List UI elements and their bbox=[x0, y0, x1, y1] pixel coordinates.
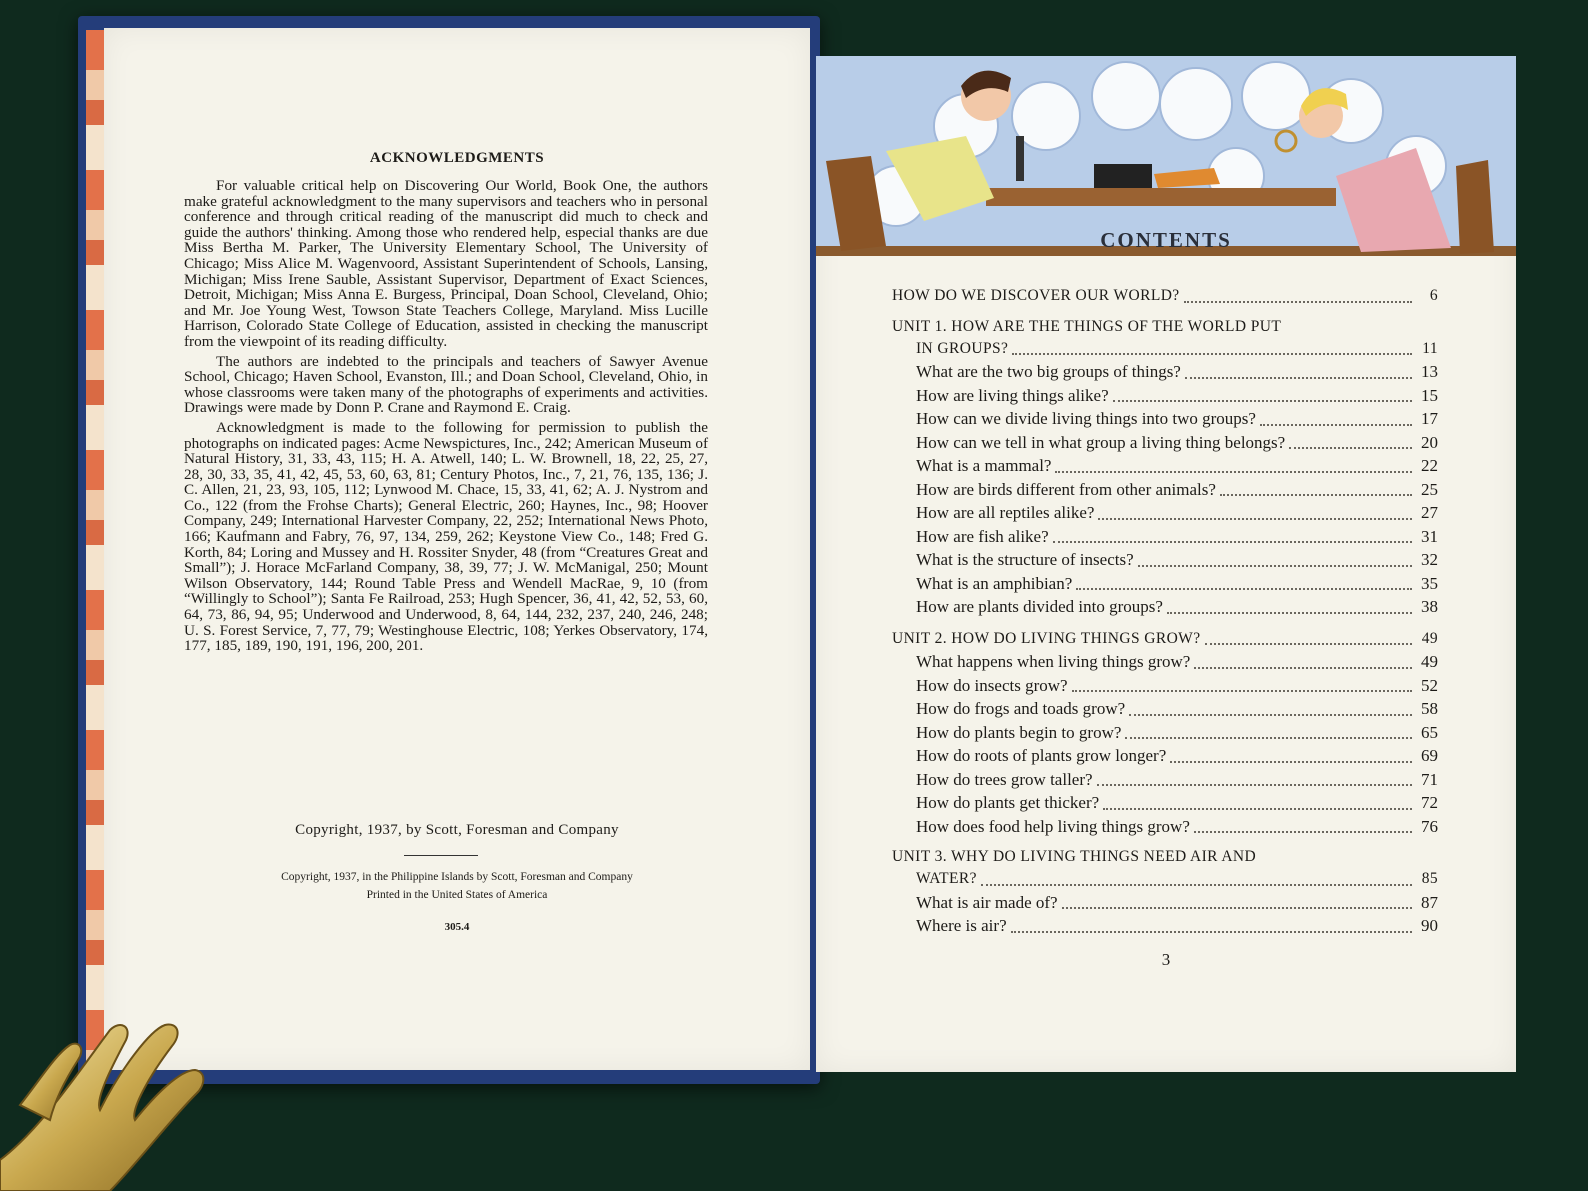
copyright-notice: Copyright, 1937, by Scott, Foresman and Company bbox=[295, 822, 619, 838]
toc-label: What is a mammal? bbox=[916, 456, 1052, 475]
toc-label: How are fish alike? bbox=[916, 526, 1049, 546]
toc-page: 38 bbox=[1421, 597, 1438, 616]
toc-page: 32 bbox=[1421, 550, 1438, 569]
dot-leader bbox=[1103, 807, 1412, 810]
unit-2-page: 49 bbox=[1421, 629, 1438, 647]
dot-leader bbox=[1260, 423, 1412, 426]
unit-1-item[interactable] bbox=[892, 454, 1438, 478]
toc-label: How can we tell in what group a living thing belongs? bbox=[916, 432, 1286, 452]
dot-leader bbox=[1185, 376, 1412, 379]
right-page bbox=[816, 56, 1516, 1072]
unit-1-item[interactable] bbox=[892, 548, 1438, 572]
toc-label: How can we divide living things into two groups? bbox=[916, 409, 1256, 428]
unit-3-page: 85 bbox=[1421, 870, 1438, 887]
dot-leader bbox=[981, 883, 1412, 886]
toc-label: How do plants get thicker? bbox=[916, 793, 1100, 812]
unit-2-item[interactable] bbox=[892, 674, 1438, 698]
unit-1-item[interactable] bbox=[892, 407, 1438, 431]
toc-page: 65 bbox=[1421, 722, 1438, 742]
toc-label: How do insects grow? bbox=[916, 675, 1068, 695]
dot-leader bbox=[1138, 564, 1412, 567]
dot-leader bbox=[1076, 587, 1412, 590]
unit-1-item[interactable] bbox=[892, 431, 1438, 455]
toc-unit-2[interactable] bbox=[892, 627, 1438, 651]
toc-label: How are living things alike? bbox=[916, 385, 1109, 405]
toc-label: Where is air? bbox=[916, 916, 1007, 935]
dot-leader bbox=[1097, 783, 1412, 786]
unit-3-item[interactable] bbox=[892, 914, 1438, 938]
printed-in: Printed in the United States of America bbox=[366, 889, 548, 901]
toc-label: How are birds different from other animals? bbox=[916, 479, 1216, 499]
toc-label: How are all reptiles alike? bbox=[916, 503, 1095, 522]
toc-label: What is an amphibian? bbox=[916, 573, 1073, 593]
toc-page: 20 bbox=[1421, 432, 1438, 452]
unit-1-item[interactable] bbox=[892, 478, 1438, 502]
dot-leader bbox=[1098, 517, 1412, 520]
dot-leader bbox=[1194, 666, 1412, 669]
toc-page: 25 bbox=[1421, 479, 1438, 499]
page-number: 3 bbox=[1161, 950, 1171, 969]
dot-leader bbox=[1167, 611, 1412, 614]
toc-page: 15 bbox=[1421, 385, 1438, 405]
toc-page: 58 bbox=[1421, 699, 1438, 718]
toc-page: 49 bbox=[1421, 652, 1438, 671]
toc-label: What are the two big groups of things? bbox=[916, 362, 1181, 381]
unit-1-items bbox=[892, 360, 1438, 619]
toc-page: 6 bbox=[1429, 287, 1438, 304]
toc-page: 27 bbox=[1421, 503, 1438, 522]
toc-page: 13 bbox=[1421, 362, 1438, 381]
copyright-fine-print bbox=[104, 868, 810, 904]
unit-3-title-line-2: WATER? bbox=[916, 870, 977, 887]
unit-1-item[interactable] bbox=[892, 525, 1438, 549]
ack-paragraph-2: The authors are indebted to the principals and teachers of Sawyer Avenue School, Chicago; Haven School, Evanston, Ill.; and Doan School, Cleveland, Ohio, in whose classrooms were taken many of the photographs of experiments and activities. Drawings were made by Donn P. Crane and Raymond E. Craig. bbox=[184, 352, 708, 417]
toc-label: How does food help living things grow? bbox=[916, 816, 1190, 836]
acknowledgments-body bbox=[184, 178, 708, 658]
toc-page: 72 bbox=[1421, 793, 1438, 812]
dot-leader bbox=[1205, 642, 1413, 645]
toc-label: What is the structure of insects? bbox=[916, 550, 1134, 569]
dot-leader bbox=[1184, 300, 1412, 303]
toc-page: 22 bbox=[1421, 456, 1438, 475]
unit-1-title-line-2: IN GROUPS? bbox=[916, 339, 1009, 357]
left-page bbox=[104, 28, 810, 1070]
dot-leader bbox=[1062, 906, 1412, 909]
dot-leader bbox=[1289, 446, 1412, 449]
unit-3-title-line-1: UNIT 3. WHY DO LIVING THINGS NEED AIR AND bbox=[892, 848, 1257, 865]
unit-2-item[interactable] bbox=[892, 744, 1438, 768]
toc-label: How are plants divided into groups? bbox=[916, 597, 1163, 616]
unit-1-item[interactable] bbox=[892, 572, 1438, 596]
unit-1-title-line-1: UNIT 1. HOW ARE THE THINGS OF THE WORLD PUT bbox=[892, 317, 1282, 335]
catalog-number: 305.4 bbox=[444, 921, 470, 933]
unit-1-item[interactable] bbox=[892, 384, 1438, 408]
toc-unit-3[interactable] bbox=[892, 846, 1438, 891]
dot-leader bbox=[1129, 713, 1412, 716]
dot-leader bbox=[1125, 736, 1412, 739]
unit-1-item[interactable] bbox=[892, 595, 1438, 619]
contents-heading: CONTENTS bbox=[1100, 228, 1232, 252]
unit-2-item[interactable] bbox=[892, 791, 1438, 815]
toc-label: How do roots of plants grow longer? bbox=[916, 746, 1167, 765]
toc-label: What happens when living things grow? bbox=[916, 652, 1191, 671]
copyright-philippines: Copyright, 1937, in the Philippine Islands by Scott, Foresman and Company bbox=[281, 871, 633, 883]
dot-leader bbox=[1113, 399, 1412, 402]
divider-rule bbox=[404, 855, 478, 856]
acknowledgments-heading: ACKNOWLEDGMENTS bbox=[369, 150, 545, 166]
children-microscope-illustration bbox=[816, 56, 1516, 256]
unit-3-item[interactable] bbox=[892, 891, 1438, 915]
dot-leader bbox=[1012, 352, 1412, 355]
toc-label: How do frogs and toads grow? bbox=[916, 699, 1126, 718]
unit-2-item[interactable] bbox=[892, 768, 1438, 792]
dot-leader bbox=[1170, 760, 1412, 763]
toc-label: What is air made of? bbox=[916, 892, 1058, 912]
unit-2-item[interactable] bbox=[892, 721, 1438, 745]
unit-2-title: UNIT 2. HOW DO LIVING THINGS GROW? bbox=[892, 629, 1201, 647]
toc-label: How do plants begin to grow? bbox=[916, 722, 1122, 742]
unit-1-page: 11 bbox=[1422, 339, 1438, 357]
toc-page: 35 bbox=[1421, 573, 1438, 593]
dot-leader bbox=[1220, 493, 1412, 496]
unit-2-item[interactable] bbox=[892, 815, 1438, 839]
toc-page: 90 bbox=[1421, 916, 1438, 935]
toc-page: 87 bbox=[1421, 892, 1438, 912]
table-of-contents bbox=[892, 284, 1438, 938]
dot-leader bbox=[1194, 830, 1412, 833]
unit-2-item[interactable] bbox=[892, 697, 1438, 721]
toc-page: 69 bbox=[1421, 746, 1438, 765]
toc-unit-1[interactable] bbox=[892, 316, 1438, 361]
dot-leader bbox=[1055, 470, 1412, 473]
toc-page: 31 bbox=[1421, 526, 1438, 546]
unit-2-item[interactable] bbox=[892, 650, 1438, 674]
ack-paragraph-1: For valuable critical help on Discovering Our World, Book One, the authors make grateful acknowledgment to the many supervisors and teachers who in personal conference and through critical reading of the manuscript did much to check and guide the authors' thinking. Among those who rendered help, especial thanks are due Miss Bertha M. Parker, The University Elementary School, The University of Chicago; Miss Alice M. Wagenvoord, Assistant Superintendent of Schools, Lansing, Michigan; Miss Irene Sauble, Assistant Supervisor, Department of Exact Sciences, Detroit, Michigan; Miss Anna E. Burgess, Principal, Doan School, Cleveland, Ohio; and Mr. Joe Young West, Towson State Teachers College, Maryland. Miss Lucille Harrison, Colorado State College of Education, assisted in checking the manuscript from the viewpoint of its reading difficulty. bbox=[184, 177, 708, 350]
dot-leader bbox=[1053, 540, 1412, 543]
toc-page: 17 bbox=[1421, 409, 1438, 428]
toc-intro[interactable] bbox=[892, 284, 1438, 308]
ack-paragraph-3: Acknowledgment is made to the following for permission to publish the photographs on indicated pages: Acme Newspictures, Inc., 242; American Museum of Natural History, 31, 33, 43, 115; H. A. Atwell, 140; L. W. Brownell, 18, 22, 25, 27, 28, 30, 33, 35, 41, 42, 45, 53, 60, 63, 81; Century Photos, Inc., 7, 21, 76, 135, 136; J. C. Allen, 21, 23, 93, 105, 112; Lynwood M. Chace, 15, 33, 41, 62; A. J. Nystrom and Co., 122 (from the Frohse Charts); General Electric, 260; Haynes, Inc., 98; Hoover Company, 249; International Harvester Company, 22, 252; International News Photo, 166; Kaufmann and Fabry, 76, 97, 134, 259, 262; Keystone View Co., 148; Fred G. Korth, 84; Loring and Mussey and H. Rossiter Snyder, 48 (from “Creatures Great and Small”); J. Horace McFarland Company, 38, 39, 77; J. W. McManigal, 250; Mount Wilson Observatory, 144; Round Table Press and Wendell MacRae, 9, 10 (from “Willingly to School”); Santa Fe Railroad, 253; Hugh Spencer, 36, 41, 42, 52, 53, 60, 64, 73, 86, 94, 95; Underwood and Underwood, 8, 64, 144, 232, 237, 240, 246, 248; U. S. Forest Service, 7, 77, 79; Westinghouse Electric, 108; Yerkes Observatory, 174, 177, 185, 189, 190, 191, 196, 200, 201. bbox=[184, 418, 708, 655]
brass-page-clip bbox=[0, 1010, 210, 1191]
unit-1-item[interactable] bbox=[892, 360, 1438, 384]
toc-label: HOW DO WE DISCOVER OUR WORLD? bbox=[892, 287, 1180, 304]
unit-3-items bbox=[892, 891, 1438, 938]
toc-page: 52 bbox=[1421, 675, 1438, 695]
toc-label: How do trees grow taller? bbox=[916, 769, 1093, 789]
unit-2-items bbox=[892, 650, 1438, 838]
dot-leader bbox=[1011, 930, 1412, 933]
toc-page: 76 bbox=[1421, 816, 1438, 836]
dot-leader bbox=[1072, 689, 1412, 692]
unit-1-item[interactable] bbox=[892, 501, 1438, 525]
toc-page: 71 bbox=[1421, 769, 1438, 789]
